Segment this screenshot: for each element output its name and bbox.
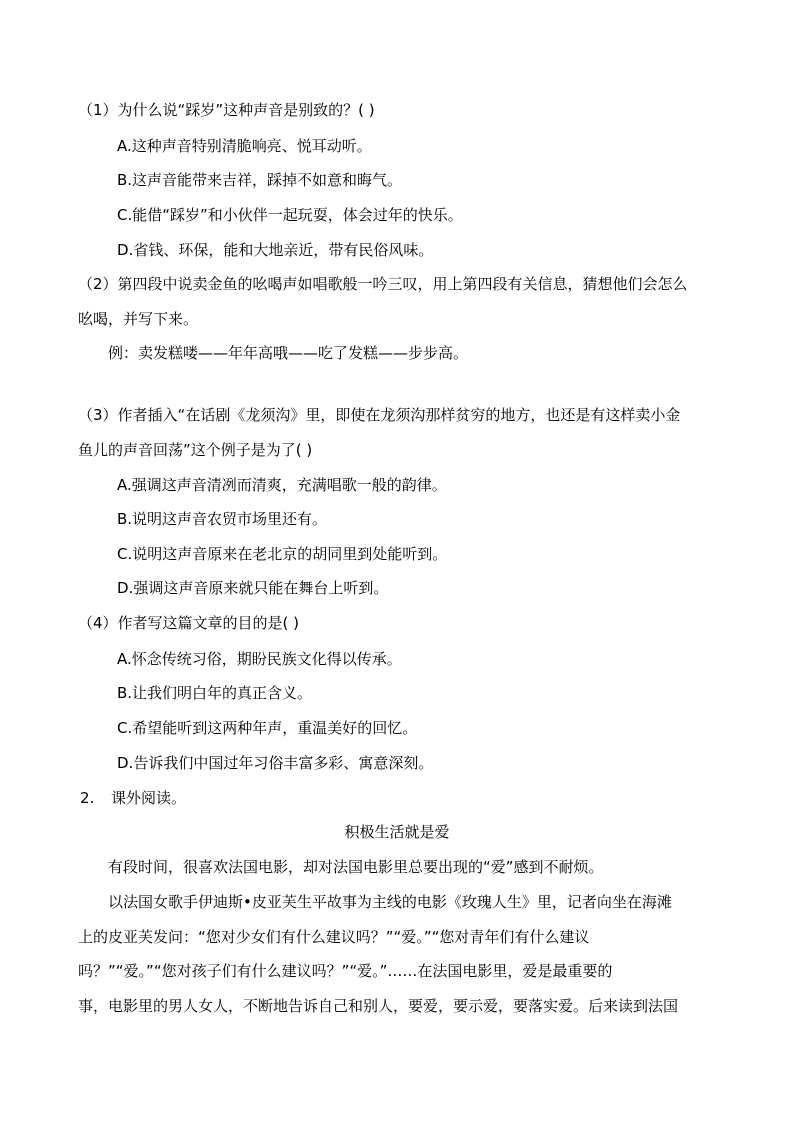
article-paragraph-2-line-2: 上的皮亚芙发问：“您对少女们有什么建议吗？”“爱。”“您对青年们有什么建议: [78, 928, 590, 946]
question-1-option-d: D.省钱、环保，能和大地亲近，带有民俗风味。: [117, 241, 434, 259]
question-3-stem-line1: （3）作者插入“在话剧《龙须沟》里，即使在龙须沟那样贫穷的地方，也还是有这样卖小金: [78, 406, 681, 424]
article-paragraph-1: 有段时间，很喜欢法国电影，却对法国电影里总要出现的“爱”感到不耐烦。: [108, 858, 604, 876]
question-3-option-a: A.强调这声音清冽而清爽，充满唱歌一般的韵律。: [117, 476, 447, 494]
article-paragraph-2-line-4: 事，电影里的男人女人，不断地告诉自己和别人，要爱，要示爱，要落实爱。后来读到法国: [78, 997, 679, 1015]
question-4-option-b: B.让我们明白年的真正含义。: [117, 684, 313, 702]
question-3-option-d: D.强调这声音原来就只能在舞台上听到。: [117, 579, 389, 597]
question-1-option-a: A.这种声音特别清脆响亮、悦耳动听。: [117, 137, 372, 155]
question-1-option-b: B.这声音能带来吉祥，踩掉不如意和晦气。: [117, 171, 403, 189]
section-2-label: 课外阅读。: [111, 789, 187, 807]
question-2-stem-line2: 吆喝，并写下来。: [78, 310, 199, 328]
question-1-stem: （1）为什么说“踩岁”这种声音是别致的？( ): [78, 101, 375, 119]
question-3-option-c: C.说明这声音原来在老北京的胡同里到处能听到。: [117, 545, 448, 563]
section-2-number: 2.: [80, 789, 95, 807]
question-2-stem-line1: （2）第四段中说卖金鱼的吆喝声如唱歌般一吟三叹，用上第四段有关信息，猜想他们会怎么: [78, 275, 688, 293]
question-4-stem: （4）作者写这篇文章的目的是( ): [78, 614, 300, 632]
question-4-option-a: A.怀念传统习俗，期盼民族文化得以传承。: [117, 650, 402, 668]
question-1-option-c: C.能借“踩岁”和小伙伴一起玩耍，体会过年的快乐。: [117, 206, 463, 224]
question-3-option-b: B.说明这声音农贸市场里还有。: [117, 510, 328, 528]
question-2-example: 例：卖发糕喽——年年高哦——吃了发糕——步步高。: [108, 344, 469, 362]
article-paragraph-2-line-3: 吗？”“爱。”“您对孩子们有什么建议吗？”“爱。”……在法国电影里，爱是最重要的: [78, 962, 613, 980]
question-4-option-d: D.告诉我们中国过年习俗丰富多彩、寓意深刻。: [117, 754, 434, 772]
article-paragraph-2-line-1: 以法国女歌手伊迪斯•皮亚芙生平故事为主线的电影《玫瑰人生》里，记者向坐在海滩: [108, 893, 672, 911]
question-3-stem-line2: 鱼儿的声音回荡”这个例子是为了( ): [78, 441, 313, 459]
article-title: 积极生活就是爱: [344, 823, 450, 841]
question-4-option-c: C.希望能听到这两种年声，重温美好的回忆。: [117, 719, 418, 737]
